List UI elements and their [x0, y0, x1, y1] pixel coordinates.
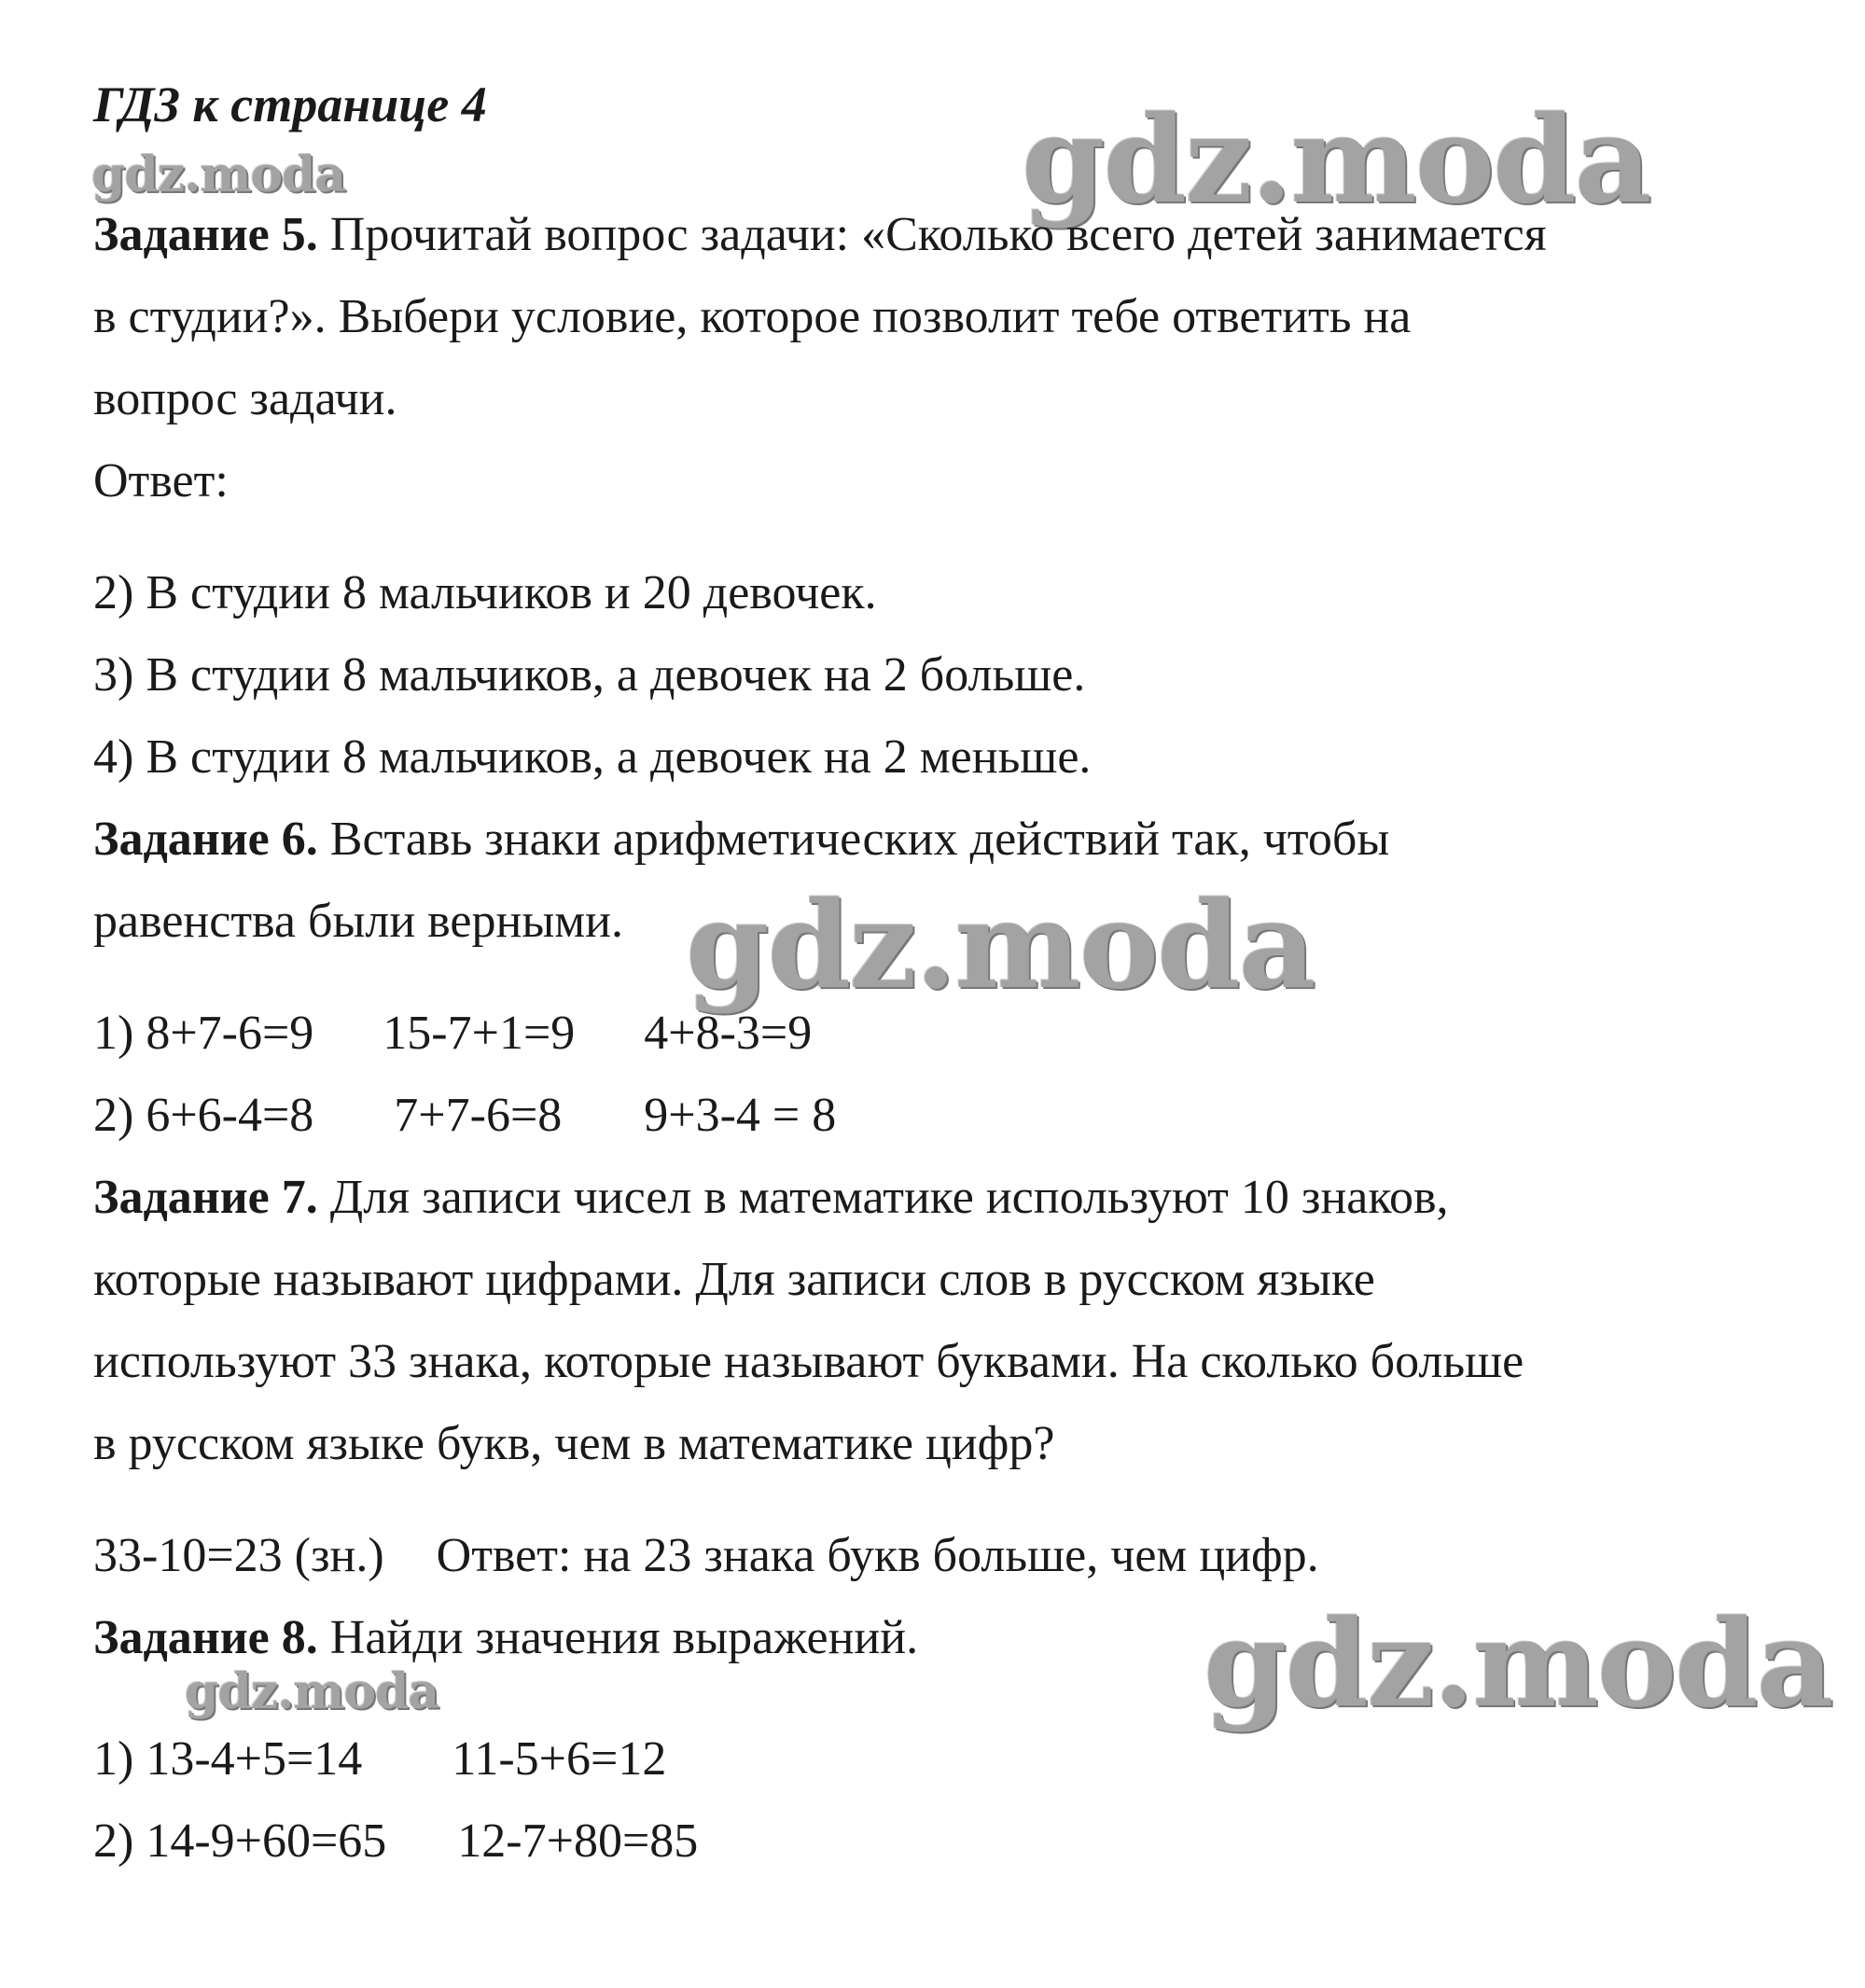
task6-row-1: [93, 1006, 812, 1062]
equation: 15-7+1=9: [383, 1007, 576, 1060]
task5-option: 2) В студии 8 мальчиков и 20 девочек.: [93, 566, 877, 619]
task7-solution-row: [93, 1528, 1319, 1584]
task5-label: Задание 5.: [93, 208, 318, 261]
task5-line-3: вопрос задачи.: [93, 372, 397, 425]
watermark-logo: gdz.moda: [185, 1663, 439, 1720]
watermark-logo: gdz.moda: [1022, 90, 1650, 230]
task8-row-2: [93, 1814, 698, 1870]
equation: 7+7-6=8: [394, 1089, 563, 1142]
equation: 2) 14-9+60=65: [93, 1814, 387, 1868]
task7-line-4: в русском языке букв, чем в математике цифр?: [93, 1417, 1055, 1470]
watermark-logo: gdz.moda: [91, 146, 346, 203]
task8-text: Найди значения выражений.: [329, 1611, 919, 1664]
equation: 11-5+6=12: [452, 1732, 667, 1786]
equation: 2) 6+6-4=8: [93, 1089, 314, 1142]
task7-line-1: [93, 1170, 1449, 1226]
task5-line-1: [93, 207, 1547, 263]
task7-answer: Ответ: на 23 знака букв больше, чем цифр.: [436, 1529, 1319, 1582]
task8-row-1: [93, 1731, 666, 1787]
equation: 9+3-4 = 8: [644, 1089, 837, 1142]
watermark-logo: gdz.moda: [686, 876, 1315, 1016]
task6-label: Задание 6.: [93, 813, 318, 866]
task5-answer-label: Ответ:: [93, 454, 229, 507]
task7-line-2: которые называют цифрами. Для записи слов в русском языке: [93, 1253, 1375, 1306]
task7-label: Задание 7.: [93, 1171, 318, 1224]
task5-text: Прочитай вопрос задачи: «Сколько всего детей занимается: [329, 208, 1547, 261]
task5-option: 3) В студии 8 мальчиков, а девочек на 2 больше.: [93, 648, 1086, 702]
task6-text: Вставь знаки арифметических действий так, чтобы: [329, 813, 1390, 866]
watermark-logo: gdz.moda: [1204, 1594, 1832, 1734]
equation: 4+8-3=9: [644, 1007, 813, 1060]
task8-label: Задание 8.: [93, 1611, 318, 1664]
equation: 1) 13-4+5=14: [93, 1732, 363, 1786]
task7-solution: 33-10=23 (зн.): [93, 1529, 384, 1582]
task5-line-2: в студии?». Выбери условие, которое позволит тебе ответить на: [93, 290, 1412, 343]
page-heading: ГДЗ к странице 4: [93, 76, 487, 132]
equation: 12-7+80=85: [457, 1814, 699, 1868]
task5-option: 4) В студии 8 мальчиков, а девочек на 2 меньше.: [93, 730, 1092, 784]
task7-text: Для записи чисел в математике используют 10 знаков,: [329, 1171, 1449, 1224]
task6-line-2: равенства были верными.: [93, 895, 623, 948]
task7-line-3: используют 33 знака, которые называют буквами. На сколько больше: [93, 1335, 1524, 1388]
task8-line-1: [93, 1610, 918, 1666]
task6-row-2: [93, 1088, 836, 1144]
equation: 1) 8+7-6=9: [93, 1007, 314, 1060]
task6-line-1: [93, 812, 1389, 868]
